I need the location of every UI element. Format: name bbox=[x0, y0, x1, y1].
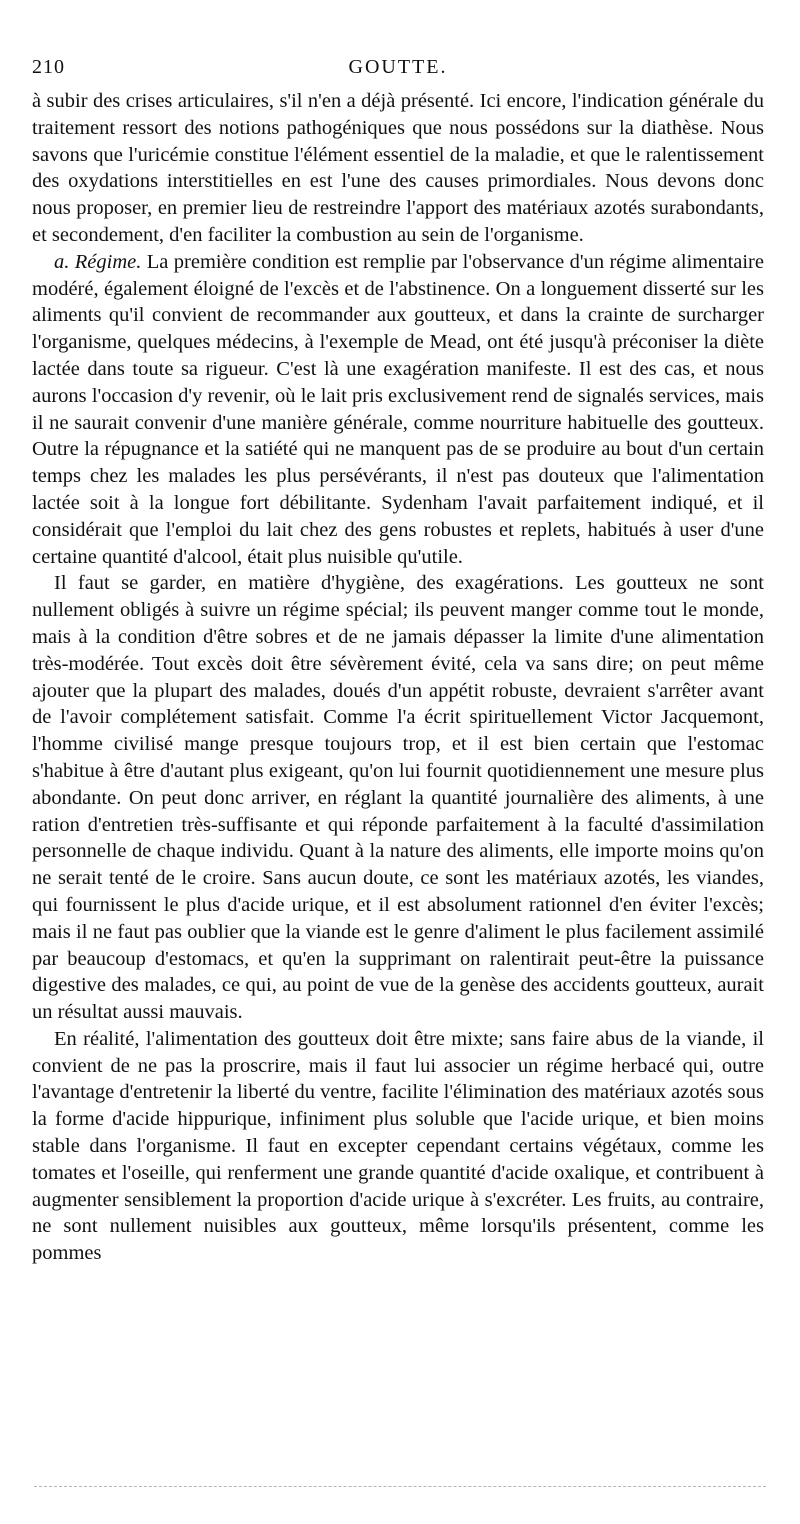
body-text bbox=[32, 88, 764, 1267]
paragraph-continuation: à subir des crises articulaires, s'il n'en a déjà présenté. Ici encore, l'indication générale du traitement ressort des notions pathogéniques que nous possédons sur la diathèse. Nous savons que l'uricémie constitue l'élément essentiel de la maladie, et que le ralentissement des oxydations interstitielles en est l'une des causes primordiales. Nous devons donc nous proposer, en premier lieu de restreindre l'apport des matériaux azotés surabondants, et secondement, d'en faciliter la combustion au sein de l'organisme. bbox=[32, 90, 764, 246]
paragraph-hygiene: Il faut se garder, en matière d'hygiène, des exagérations. Les goutteux ne sont nullement obligés à suivre un régime spécial; ils peuvent manger comme tout le monde, mais à la condition d'être sobres et de ne jamais dépasser la limite d'une alimentation très-modérée. Tout excès doit être sévèrement évité, cela va sans dire; on peut même ajouter que la plupart des malades, doués d'un appétit robuste, devraient s'arrêter avant de l'avoir complétement satisfait. Comme l'a écrit spirituellement Victor Jacquemont, l'homme civilisé mange presque toujours trop, et il est bien certain que l'estomac s'habitue à être d'autant plus exigeant, qu'on lui fournit quotidiennement une mesure plus abondante. On peut donc arriver, en réglant la quantité journalière des aliments, à une ration d'entretien très-suffisante et qui réponde parfaitement à la faculté d'assimilation personnelle de chaque individu. Quant à la nature des aliments, elle importe moins qu'on ne serait tenté de le croire. Sans aucun doute, ce sont les matériaux azotés, les viandes, qui fournissent le plus d'acide urique, et il est absolument rationnel d'en éviter l'excès; mais il ne faut pas oublier que la viande est le genre d'aliment le plus facilement assimilé par beaucoup d'estomacs, et qu'en la supprimant on ralentirait peut-être la puissance digestive des malades, ce qui, au point de vue de la genèse des accidents goutteux, aurait un résultat aussi mauvais. bbox=[32, 572, 764, 1024]
running-title: GOUTTE. bbox=[348, 56, 448, 78]
paragraph-regime-text: La première condition est remplie par l'observance d'un régime alimentaire modéré, également éloigné de l'excès et de l'abstinence. On a longuement disserté sur les aliments qu'il convient de recommander aux goutteux, et dans la crainte de surcharger l'organisme, quelques médecins, à l'exemple de Mead, ont été jusqu'à préconiser la diète lactée dans toute sa rigueur. C'est là une exagération manifeste. Il est des cas, et nous aurons l'occasion d'y revenir, où le lait pris exclusivement rend de signalés services, mais il ne saurait convenir d'une manière générale, comme nourriture habituelle des goutteux. Outre la répugnance et la satiété qui ne manquent pas de se produire au bout d'un certain temps chez les malades les plus persévérants, il n'est pas douteux que l'alimentation lactée soit à la longue fort débilitante. Sydenham l'avait parfaitement indiqué, et il considérait que l'emploi du lait chez des gens robustes et replets, habitués à user d'une certaine quantité d'alcool, était plus nuisible qu'utile. bbox=[32, 250, 764, 568]
section-label-regime: a. Régime. bbox=[54, 250, 142, 273]
paragraph-alimentation-mixte: En réalité, l'alimentation des goutteux doit être mixte; sans faire abus de la viande, il convient de ne pas la proscrire, mais il faut lui associer un régime herbacé qui, outre l'avantage d'entretenir la liberté du ventre, facilite l'élimination des matériaux azotés sous la forme d'acide hippurique, infiniment plus soluble que l'acide urique, et bien moins stable dans l'organisme. Il faut en excepter cependant certains végétaux, comme les tomates et l'oseille, qui renferment une grande quantité d'acide oxalique, et contribuent à augmenter sensiblement la proportion d'acide urique à s'excréter. Les fruits, au contraire, ne sont nullement nuisibles aux goutteux, même lorsqu'ils présentent, comme les pommes bbox=[32, 1027, 764, 1265]
page-number: 210 bbox=[32, 56, 65, 78]
paragraph-regime bbox=[32, 249, 764, 571]
page-header bbox=[32, 56, 764, 88]
book-page bbox=[32, 56, 764, 1267]
footer-dotted-rule bbox=[34, 1486, 766, 1487]
